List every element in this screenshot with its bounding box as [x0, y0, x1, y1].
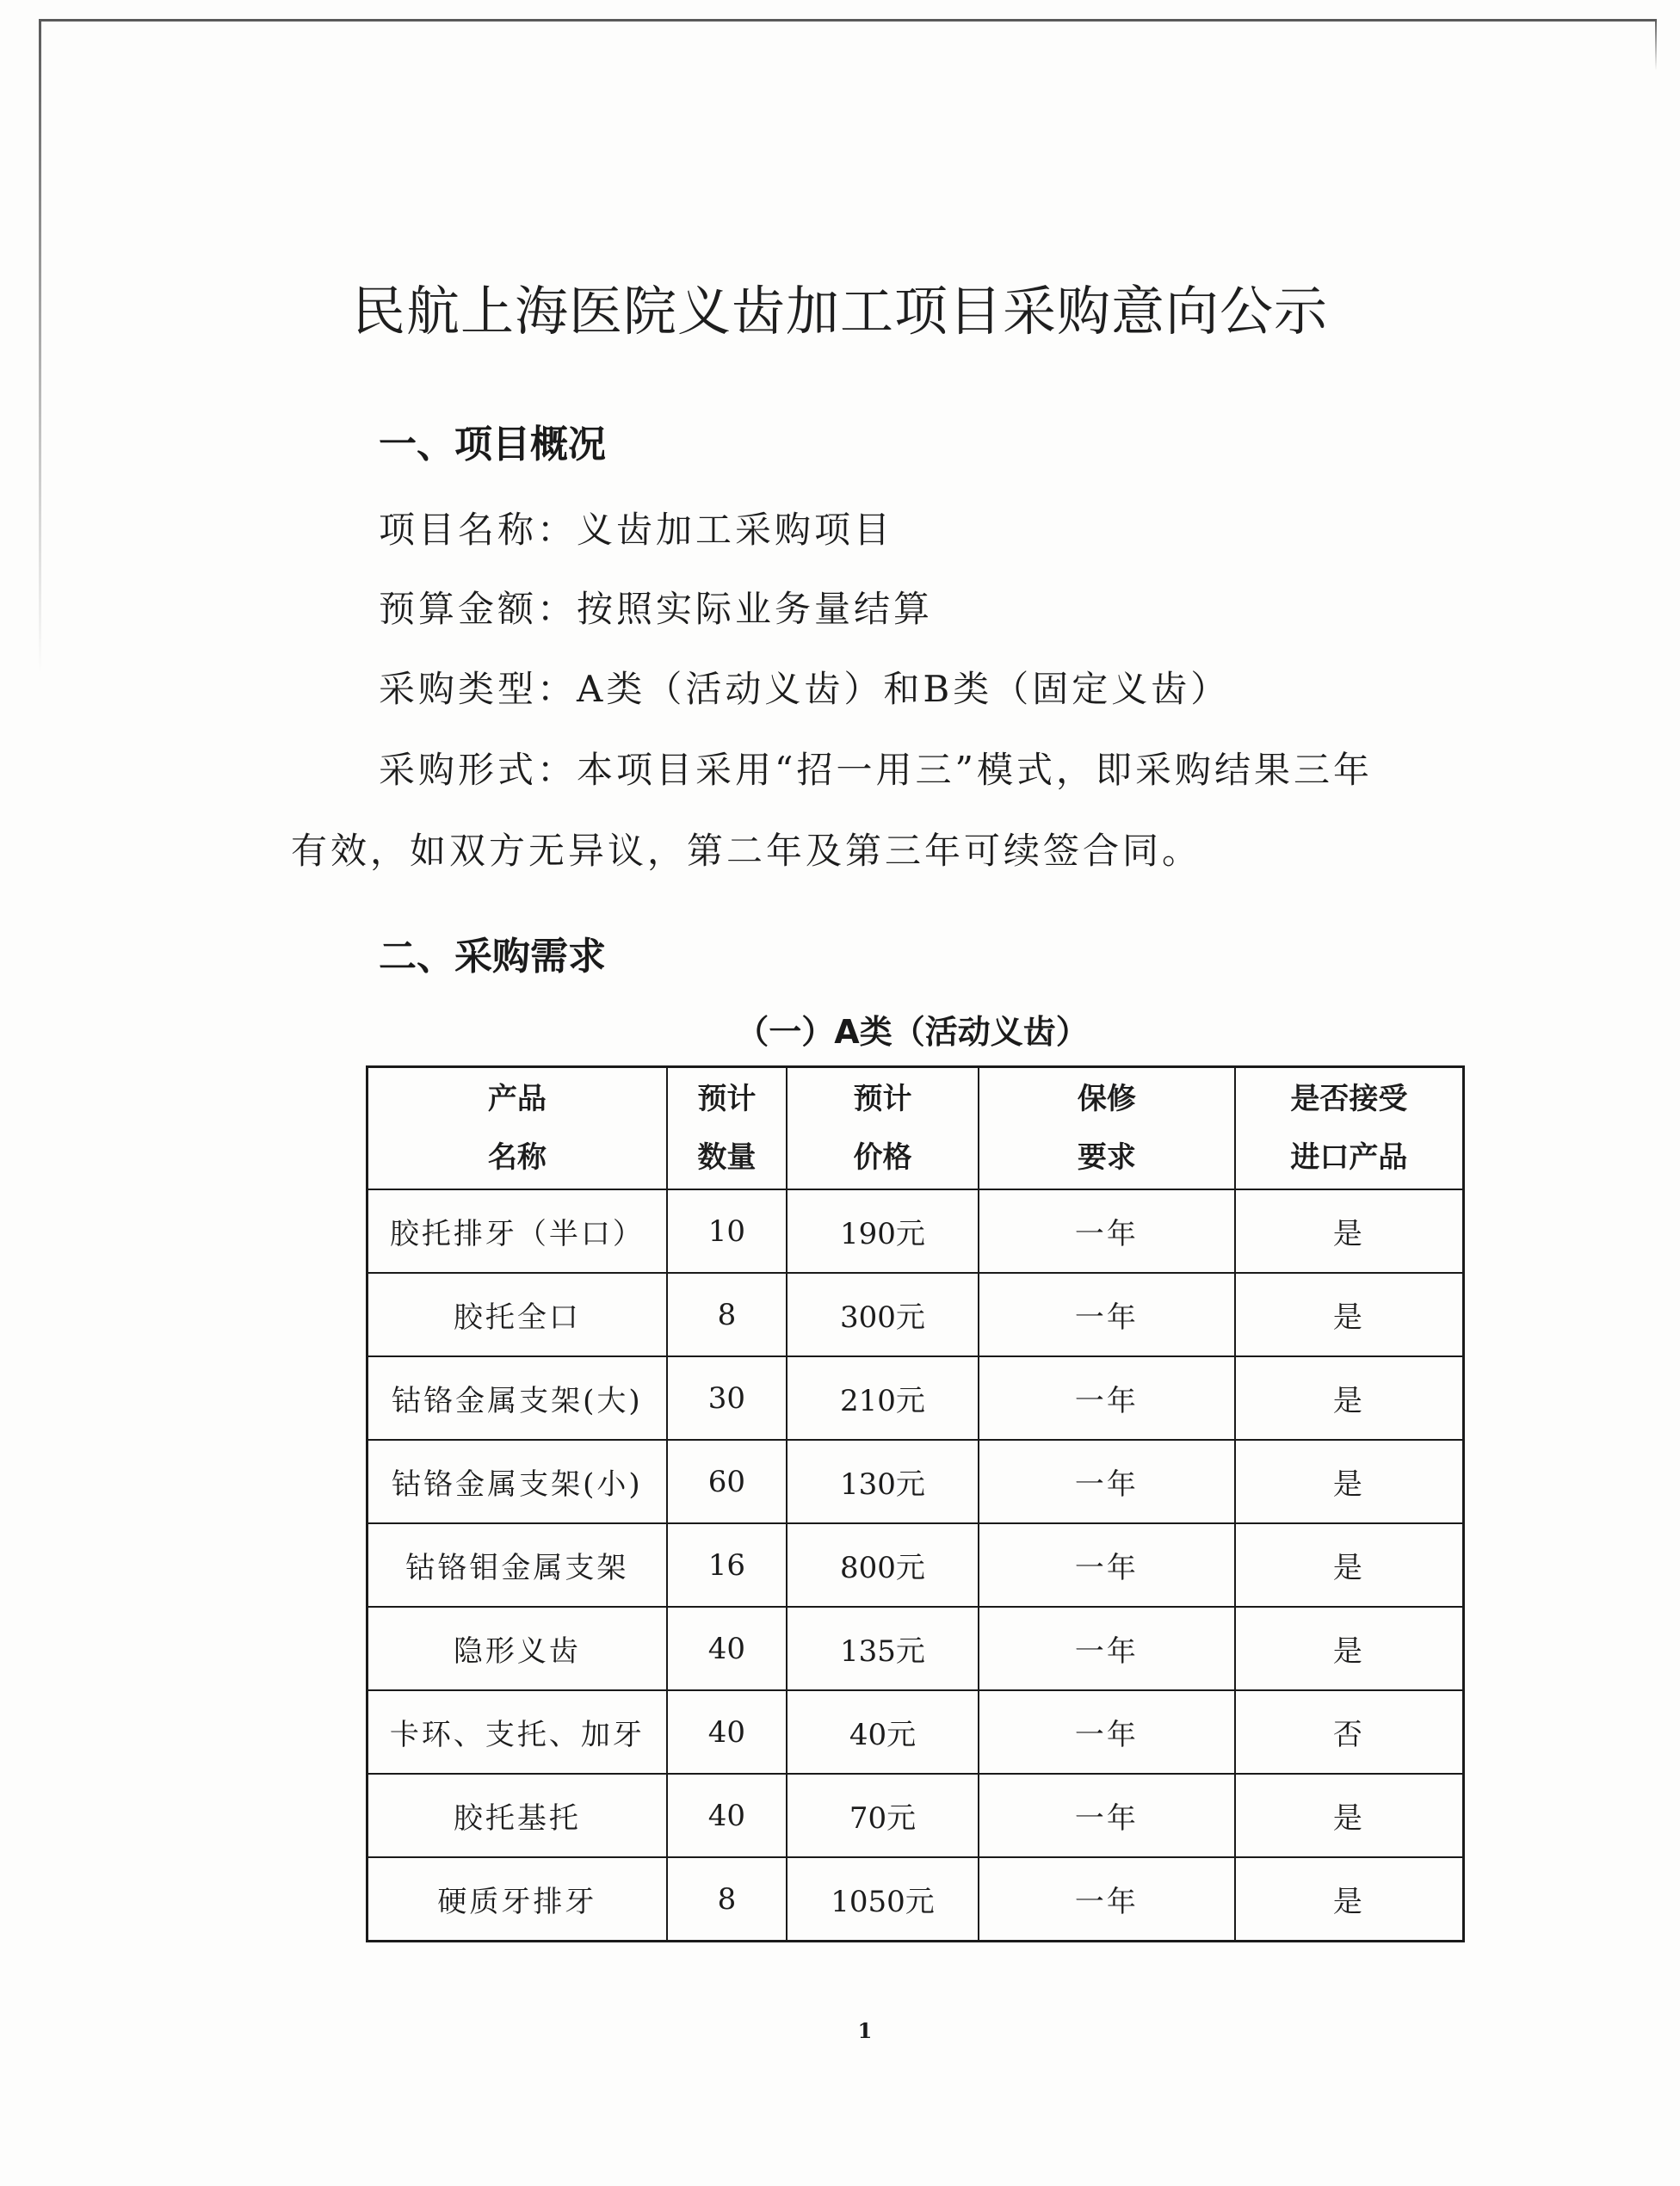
header-line: 要求 [1077, 1140, 1136, 1175]
cell-quantity: 40 [667, 1607, 787, 1690]
cell-warranty: 一年 [979, 1774, 1235, 1857]
header-line: 保修 [1077, 1082, 1136, 1116]
project-name-line: 项目名称：义齿加工采购项目 [379, 509, 894, 551]
header-product-name [368, 1067, 667, 1190]
cell-product-name: 卡环、支托、加牙 [368, 1690, 667, 1774]
requirements-table [366, 1065, 1465, 1942]
cell-product-name: 硬质牙排牙 [368, 1857, 667, 1942]
cell-accept-imports: 是 [1235, 1189, 1464, 1273]
table-row [368, 1607, 1464, 1690]
header-line: 名称 [487, 1140, 547, 1175]
cell-quantity: 10 [667, 1189, 787, 1273]
paper-edge-top [39, 19, 1657, 22]
header-line: 产品 [487, 1082, 547, 1116]
table-row [368, 1523, 1464, 1607]
cell-quantity: 8 [667, 1273, 787, 1356]
cell-accept-imports: 是 [1235, 1857, 1464, 1942]
table-caption: （一）A类（活动义齿） [736, 1013, 1089, 1051]
cell-price: 40元 [787, 1690, 979, 1774]
cell-quantity: 40 [667, 1774, 787, 1857]
paper-edge-left [39, 19, 41, 673]
table-row [368, 1440, 1464, 1523]
cell-accept-imports: 是 [1235, 1356, 1464, 1440]
cell-price: 210元 [787, 1356, 979, 1440]
header-line: 预计 [853, 1082, 912, 1116]
paper-edge-right [1655, 19, 1657, 71]
cell-warranty: 一年 [979, 1273, 1235, 1356]
header-line: 数量 [697, 1140, 757, 1175]
section-heading-requirements: 二、采购需求 [379, 935, 606, 979]
table-row [368, 1356, 1464, 1440]
cell-quantity: 40 [667, 1690, 787, 1774]
cell-price: 800元 [787, 1523, 979, 1607]
procurement-type-line: 采购类型：A类（活动义齿）和B类（固定义齿） [379, 668, 1231, 710]
cell-quantity: 60 [667, 1440, 787, 1523]
cell-product-name: 胶托排牙（半口） [368, 1189, 667, 1273]
table-row [368, 1273, 1464, 1356]
cell-accept-imports: 是 [1235, 1273, 1464, 1356]
cell-price: 1050元 [787, 1857, 979, 1942]
cell-accept-imports: 是 [1235, 1774, 1464, 1857]
cell-product-name: 钴铬金属支架(大) [368, 1356, 667, 1440]
cell-quantity: 16 [667, 1523, 787, 1607]
procurement-form-line-continued: 有效，如双方无异议，第二年及第三年可续签合同。 [291, 830, 1202, 872]
cell-product-name: 钴铬钼金属支架 [368, 1523, 667, 1607]
header-estimated-quantity [667, 1067, 787, 1190]
cell-price: 135元 [787, 1607, 979, 1690]
cell-quantity: 30 [667, 1356, 787, 1440]
header-line: 价格 [853, 1140, 912, 1175]
cell-accept-imports: 是 [1235, 1607, 1464, 1690]
header-line: 预计 [697, 1082, 757, 1116]
document-title: 民航上海医院义齿加工项目采购意向公示 [351, 280, 1328, 343]
section-heading-overview: 一、项目概况 [379, 423, 606, 466]
cell-warranty: 一年 [979, 1607, 1235, 1690]
table-header-row [368, 1067, 1464, 1190]
page-number: 1 [857, 2018, 873, 2043]
budget-line: 预算金额：按照实际业务量结算 [379, 588, 934, 630]
header-accept-imports [1235, 1067, 1464, 1190]
header-estimated-price [787, 1067, 979, 1190]
cell-warranty: 一年 [979, 1189, 1235, 1273]
cell-warranty: 一年 [979, 1857, 1235, 1942]
table-row [368, 1690, 1464, 1774]
cell-price: 190元 [787, 1189, 979, 1273]
cell-product-name: 胶托全口 [368, 1273, 667, 1356]
header-warranty [979, 1067, 1235, 1190]
header-line: 是否接受 [1290, 1082, 1408, 1116]
cell-product-name: 隐形义齿 [368, 1607, 667, 1690]
cell-warranty: 一年 [979, 1440, 1235, 1523]
table-row [368, 1857, 1464, 1942]
table-row [368, 1774, 1464, 1857]
cell-accept-imports: 是 [1235, 1440, 1464, 1523]
header-line: 进口产品 [1290, 1140, 1408, 1175]
cell-price: 300元 [787, 1273, 979, 1356]
cell-warranty: 一年 [979, 1690, 1235, 1774]
cell-accept-imports: 否 [1235, 1690, 1464, 1774]
cell-price: 130元 [787, 1440, 979, 1523]
cell-accept-imports: 是 [1235, 1523, 1464, 1607]
cell-warranty: 一年 [979, 1523, 1235, 1607]
cell-product-name: 钴铬金属支架(小) [368, 1440, 667, 1523]
cell-product-name: 胶托基托 [368, 1774, 667, 1857]
procurement-form-line: 采购形式：本项目采用“招一用三”模式，即采购结果三年 [379, 749, 1373, 791]
cell-quantity: 8 [667, 1857, 787, 1942]
table-row [368, 1189, 1464, 1273]
cell-price: 70元 [787, 1774, 979, 1857]
cell-warranty: 一年 [979, 1356, 1235, 1440]
